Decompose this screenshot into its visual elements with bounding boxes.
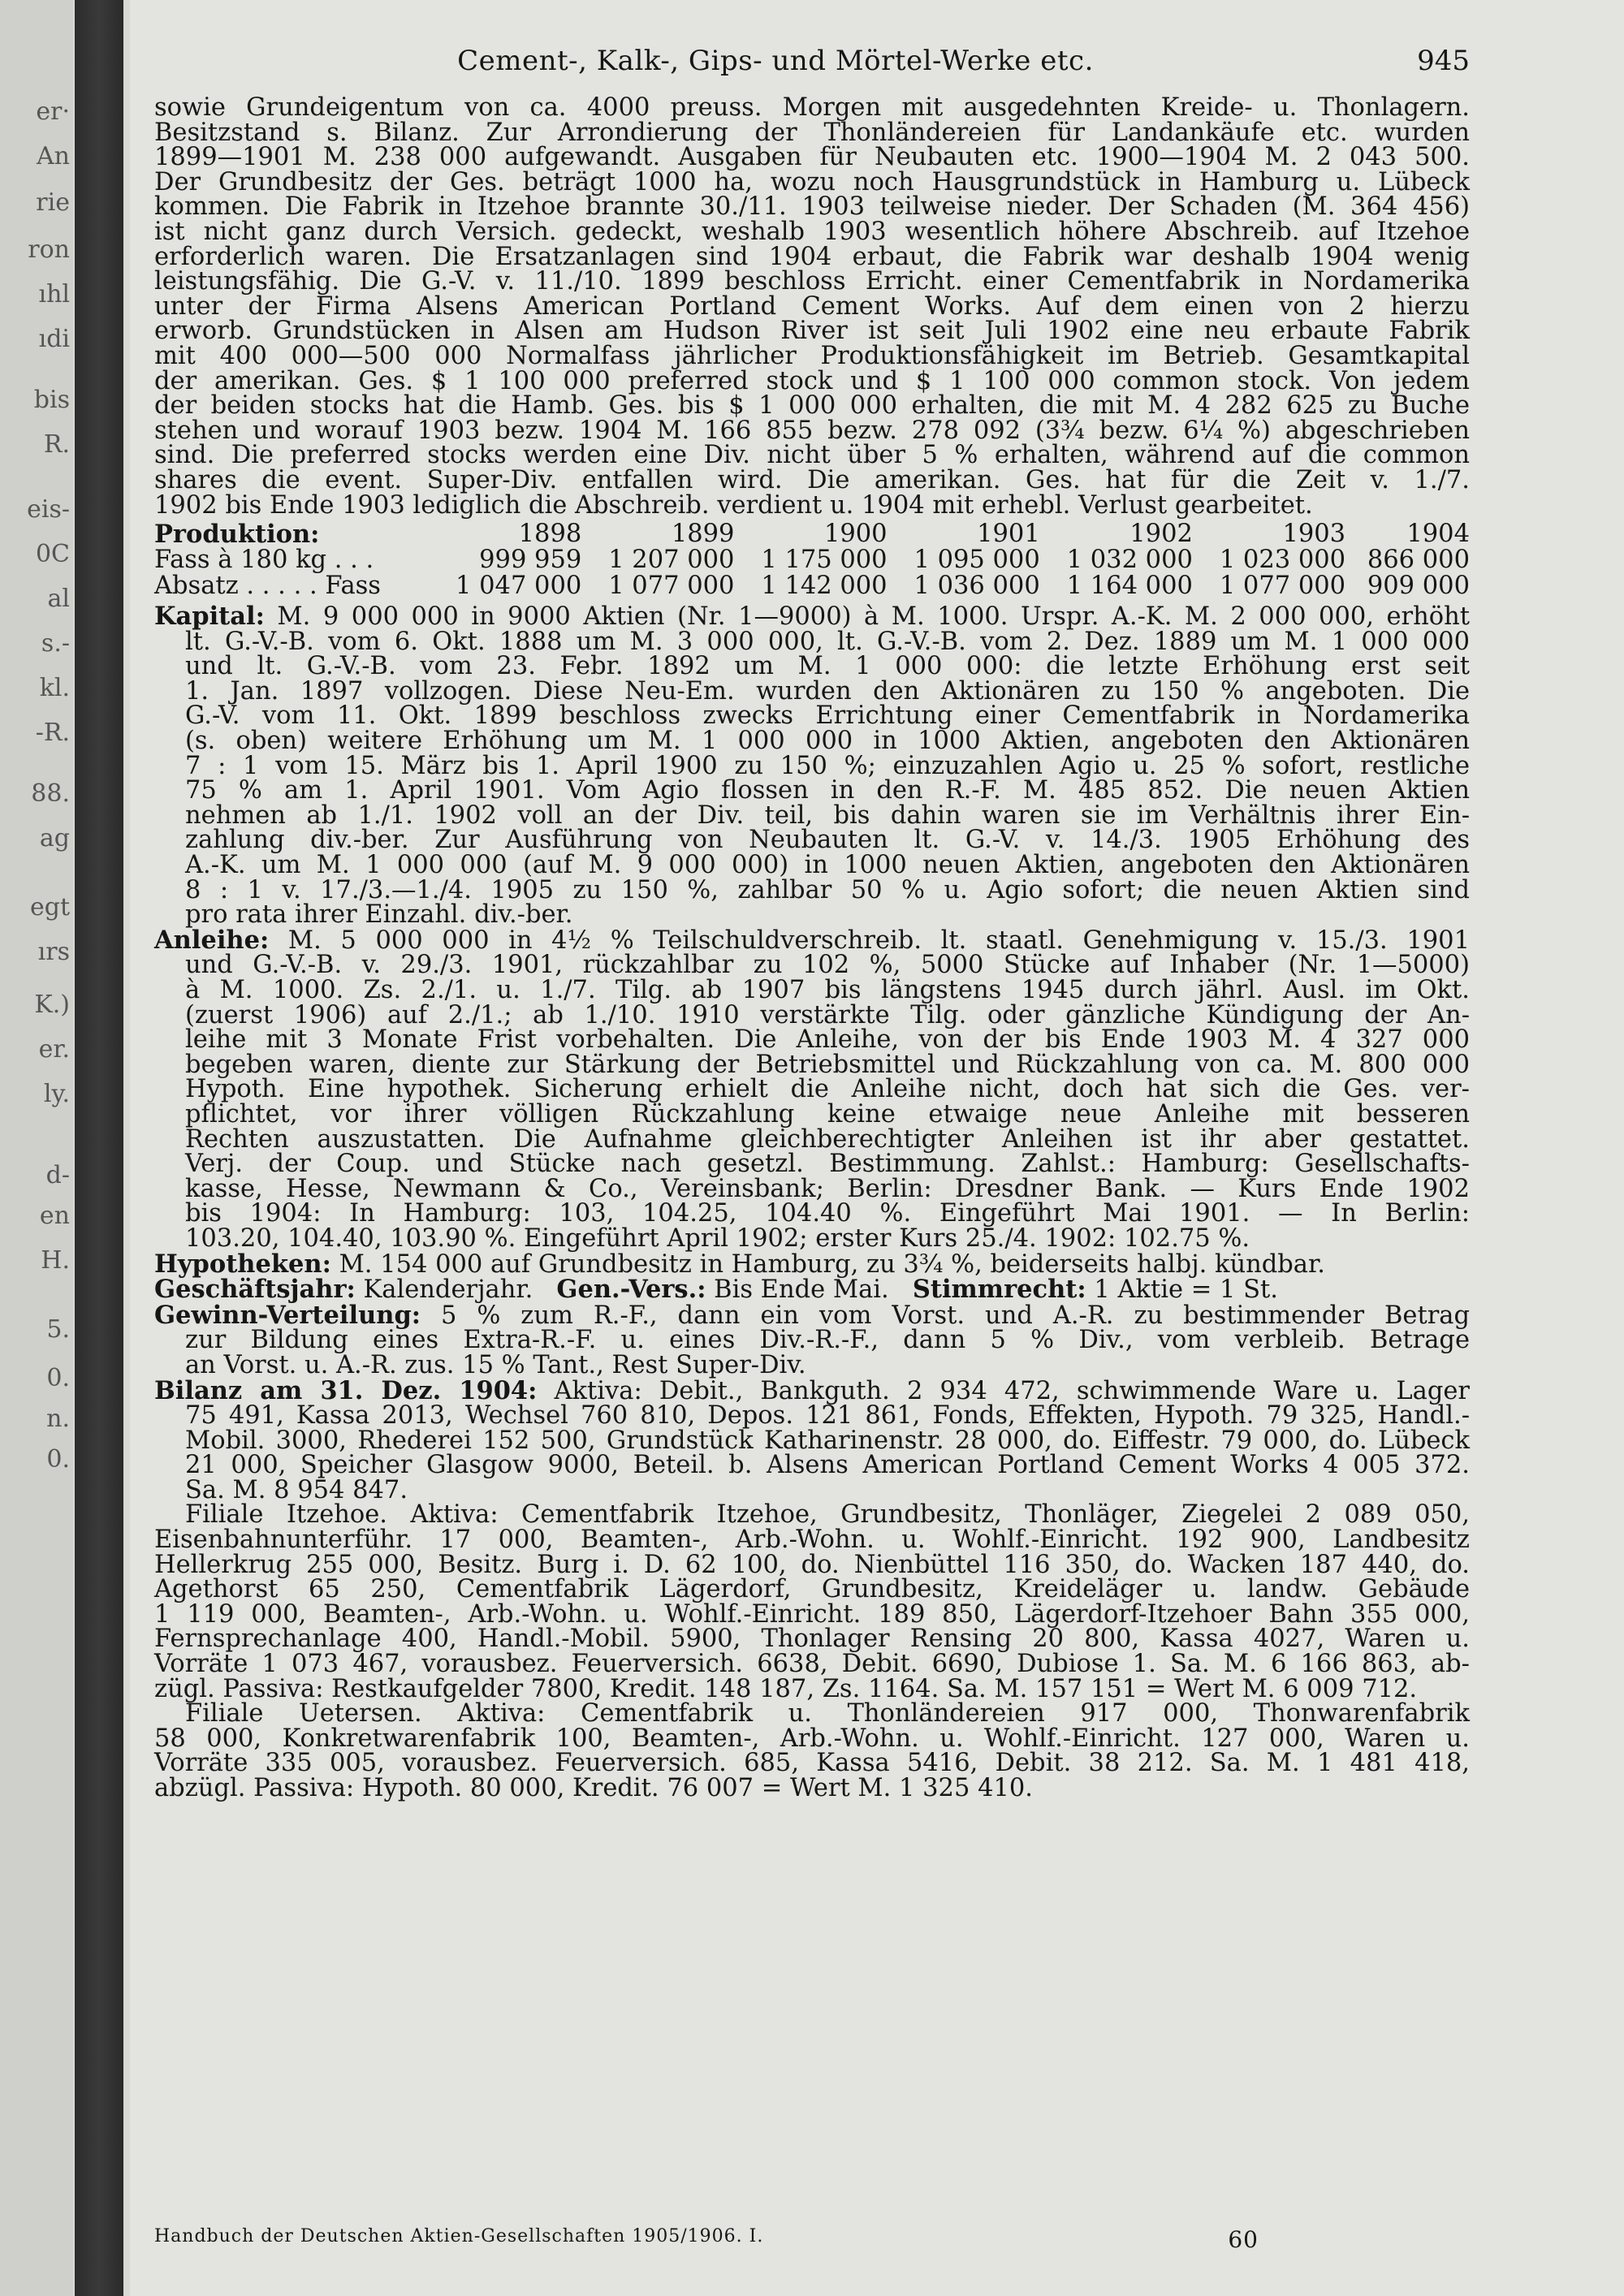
- filiale-itzehoe-line: Agethorst 65 250, Cementfabrik Lägerdorf, Grundbesitz, Kreideläger u. landw. Gebäude: [154, 1575, 1470, 1604]
- anleihe-line: pflichtet, vor ihrer völligen Rückzahlung keine etwaige neue Anleihe mit besseren: [185, 1099, 1470, 1129]
- genvers-text: Bis Ende Mai.: [714, 1275, 889, 1305]
- book-gutter: [75, 0, 123, 2296]
- production-value: 1 023 000: [1219, 546, 1346, 575]
- filiale-uetersen-line: Filiale Uetersen. Aktiva: Cementfabrik u. Thonländereien 917 000, Thonwarenfabrik: [185, 1699, 1470, 1728]
- kapital-line: pro rata ihrer Einzahl. div.-ber.: [185, 900, 573, 930]
- running-header: [154, 45, 1470, 96]
- kapital-line: [154, 604, 1470, 630]
- geschaeftsjahr-label: Geschäftsjahr:: [154, 1275, 356, 1305]
- margin-fragment: al: [47, 585, 70, 613]
- anleihe-line: à M. 1000. Zs. 2./1. u. 1./7. Tilg. ab 1907 bis längstens 1945 durch jährl. Ausl. im Okt.: [185, 976, 1470, 1004]
- filiale-itzehoe-line: Hellerkrug 255 000, Besitz. Burg i. D. 62 100, do. Nienbüttel 116 350, do. Wacken 187 440, do.: [154, 1550, 1470, 1579]
- kapital-label: Kapital:: [154, 602, 265, 632]
- anleihe-line: und G.-V.-B. v. 29./3. 1901, rückzahlbar zu 102 %, 5000 Stücke auf Inhaber (Nr. 1—5000): [185, 951, 1470, 980]
- margin-fragment: d-: [45, 1161, 70, 1189]
- margin-fragment: ly.: [43, 1080, 70, 1108]
- gewinn-label: Gewinn-Verteilung:: [154, 1300, 421, 1330]
- genvers-label: Gen.-Vers.:: [556, 1275, 706, 1305]
- text-line: stehen und worauf 1903 bezw. 1904 M. 166 855 bezw. 278 092 (3¾ bezw. 6¼ %) abgeschrieben: [154, 416, 1470, 445]
- production-row-label: Absatz . . . . . Fass: [154, 572, 381, 601]
- stimmrecht-label: Stimmrecht:: [912, 1275, 1086, 1305]
- anleihe-line: begeben waren, diente zur Stärkung der Betriebsmittel und Rückzahlung von ca. M. 800 000: [185, 1050, 1470, 1079]
- gewinn-section: [154, 1300, 1470, 1379]
- text-line: sowie Grundeigentum von ca. 4000 preuss. Morgen mit ausgedehnten Kreide- u. Thonlagern.: [154, 93, 1470, 122]
- production-year-row: [154, 521, 1470, 547]
- gewinn-line: zur Bildung eines Extra-R.-F. u. eines Div.-R.-F., dann 5 % Div., vom verbleib. Betrage: [185, 1326, 1470, 1355]
- margin-fragment: n.: [46, 1405, 70, 1433]
- running-title: Cement-, Kalk-, Gips- und Mörtel-Werke etc.: [457, 45, 1094, 77]
- kapital-line: lt. G.-V.-B. vom 6. Okt. 1888 um M. 3 000 000, lt. G.-V.-B. vom 2. Dez. 1889 um M. 1 000 000: [185, 627, 1470, 656]
- filiale-uetersen-line: Vorräte 335 005, vorausbez. Feuerversich. 685, Kassa 5416, Debit. 38 212. Sa. M. 1 481 418,: [154, 1749, 1470, 1778]
- gewinn-line: an Vorst. u. A.-R. zus. 15 % Tant., Rest Super-Div.: [185, 1350, 806, 1379]
- page-footer: [154, 2226, 1470, 2253]
- filiale-itzehoe-line: 1 119 000, Beamten-, Arb.-Wohn. u. Wohlf.-Einricht. 189 850, Lägerdorf-Itzehoer Bahn 355 000,: [154, 1599, 1470, 1629]
- kapital-line: 1. Jan. 1897 vollzogen. Diese Neu-Em. wurden den Aktionären zu 150 % angeboten. Die: [185, 676, 1470, 706]
- production-year: 1898: [518, 520, 582, 549]
- bilanz-line: [154, 1375, 1470, 1405]
- geschaeftsjahr-text: Kalenderjahr.: [363, 1275, 533, 1305]
- kapital-line: G.-V. vom 11. Okt. 1899 beschloss zwecks Errichtung einer Cementfabrik in Nordamerika: [185, 701, 1470, 731]
- kapital-line: 75 % am 1. April 1901. Vom Agio flossen in den R.-F. M. 485 852. Die neuen Aktien: [185, 776, 1470, 805]
- gewinn-line: [154, 1300, 1470, 1330]
- production-label: Produktion:: [154, 520, 320, 550]
- production-value: 909 000: [1367, 572, 1470, 601]
- kapital-line: nehmen ab 1./1. 1902 voll an der Div. teil, bis dahin waren sie im Verhältnis ihrer Ein-: [185, 801, 1470, 830]
- text-line: shares die event. Super-Div. entfallen wird. Die amerikan. Ges. hat für die Zeit v. 1./7.: [154, 465, 1470, 494]
- filiale-itzehoe-line: Eisenbahnunterführ. 17 000, Beamten-, Arb.-Wohn. u. Wohlf.-Einricht. 192 900, Landbesitz: [154, 1526, 1470, 1555]
- text-line: mit 400 000—500 000 Normalfass jährlicher Produktionsfähigkeit im Betrieb. Gesamtkapital: [154, 341, 1470, 370]
- intro-paragraph: [154, 93, 1470, 520]
- production-year: 1901: [977, 520, 1040, 549]
- text-line: leistungsfähig. Die G.-V. v. 11./10. 1899 beschloss Erricht. einer Cementfabrik in Nordamerika: [154, 267, 1470, 296]
- bilanz-text: Aktiva: Debit., Bankguth. 2 934 472, schwimmende Ware u. Lager: [554, 1376, 1470, 1405]
- text-line: der amerikan. Ges. $ 1 100 000 preferred stock und $ 1 100 000 common stock. Von jedem: [154, 366, 1470, 395]
- stimmrecht-text: 1 Aktie = 1 St.: [1094, 1275, 1278, 1305]
- anleihe-section: [154, 925, 1470, 1253]
- kapital-section: [154, 604, 1470, 928]
- page-content: [154, 45, 1470, 1802]
- filiale-uetersen-line: abzügl. Passiva: Hypoth. 80 000, Kredit. 76 007 = Wert M. 1 325 410.: [154, 1774, 1033, 1802]
- production-value: 1 175 000: [761, 546, 888, 575]
- margin-fragment: 0C: [35, 540, 70, 568]
- production-year: 1903: [1282, 520, 1346, 549]
- margin-fragment: er·: [36, 97, 70, 126]
- production-value: 1 047 000: [456, 572, 582, 601]
- filiale-itzehoe-line: Vorräte 1 073 467, vorausbez. Feuerversich. 6638, Debit. 6690, Dubiose 1. Sa. M. 6 166 863, ab-: [154, 1650, 1470, 1679]
- production-value: 866 000: [1367, 546, 1470, 575]
- hypotheken-section: [154, 1249, 1470, 1279]
- bilanz-line: 21 000, Speicher Glasgow 9000, Beteil. b. Alsens American Portland Cement Works 4 005 372.: [185, 1451, 1470, 1480]
- kapital-line: zahlung div.-ber. Zur Ausführung von Neubauten lt. G.-V. v. 14./3. 1905 Erhöhung des: [185, 826, 1470, 855]
- margin-fragment: K.): [34, 990, 70, 1019]
- geschaeftsjahr-section: [154, 1277, 1470, 1303]
- production-value: 1 032 000: [1066, 546, 1193, 575]
- bilanz-section: [154, 1375, 1470, 1504]
- margin-fragment: eis-: [27, 495, 70, 524]
- filiale-uetersen-line: 58 000, Konkretwarenfabrik 100, Beamten-, Arb.-Wohn. u. Wohlf.-Einricht. 127 000, Waren u.: [154, 1724, 1470, 1753]
- production-row: [154, 547, 1470, 573]
- text-line: 1899—1901 M. 238 000 aufgewandt. Ausgaben für Neubauten etc. 1900—1904 M. 2 043 500.: [154, 143, 1470, 172]
- gewinn-text: 5 % zum R.-F., dann ein vom Vorst. und A.-R. zu bestimmender Betrag: [440, 1301, 1470, 1330]
- margin-fragment: bis: [33, 386, 70, 414]
- kapital-text: M. 9 000 000 in 9000 Aktien (Nr. 1—9000) à M. 1000. Urspr. A.-K. M. 2 000 000, erhöht: [277, 602, 1470, 632]
- anleihe-text: M. 5 000 000 in 4½ % Teilschuldverschreib. lt. staatl. Genehmigung v. 15./3. 1901: [287, 926, 1470, 955]
- margin-fragment: ag: [39, 824, 70, 852]
- anleihe-line: kasse, Hesse, Newmann & Co., Vereinsbank; Berlin: Dresdner Bank. — Kurs Ende 1902: [185, 1174, 1470, 1203]
- production-table: [154, 521, 1470, 599]
- bilanz-line: Mobil. 3000, Rhederei 152 500, Grundstück Katharinenstr. 28 000, do. Eiffestr. 79 000, do. Lübeck: [185, 1426, 1470, 1455]
- kapital-line: 7 : 1 vom 15. März bis 1. April 1900 zu 150 %; einzuzahlen Agio u. 25 % sofort, restliche: [185, 751, 1470, 780]
- margin-fragment: -R.: [35, 719, 70, 747]
- hypotheken-label: Hypotheken:: [154, 1249, 331, 1279]
- anleihe-line: Verj. der Coup. und Stücke nach gesetzl. Bestimmung. Zahlst.: Hamburg: Gesellschafts-: [185, 1150, 1470, 1179]
- text-line: unter der Firma Alsens American Portland Cement Works. Auf dem einen von 2 hierzu: [154, 291, 1470, 321]
- page-number: 945: [1417, 45, 1470, 77]
- footer-publication: Handbuch der Deutschen Aktien-Gesellschaften 1905/1906. I.: [154, 2226, 764, 2246]
- footer-signature: 60: [1228, 2226, 1259, 2253]
- text-line: Der Grundbesitz der Ges. beträgt 1000 ha, wozu noch Hausgrundstück in Hamburg u. Lübeck: [154, 167, 1470, 196]
- margin-fragment: en: [39, 1202, 70, 1230]
- anleihe-line: leihe mit 3 Monate Frist vorbehalten. Die Anleihe, von der bis Ende 1903 M. 4 327 000: [185, 1025, 1470, 1055]
- text-line: erworb. Grundstücken in Alsen am Hudson River ist seit Juli 1902 eine neu erbaute Fabrik: [154, 317, 1470, 346]
- margin-fragment: s.-: [41, 629, 70, 658]
- production-value: 1 077 000: [1219, 572, 1346, 601]
- text-line: erforderlich waren. Die Ersatzanlagen sind 1904 erbaut, die Fabrik war deshalb 1904 wenig: [154, 242, 1470, 271]
- production-value: 1 164 000: [1066, 572, 1193, 601]
- text-line: sind. Die preferred stocks werden eine Div. nicht über 5 % erhalten, während auf die common: [154, 441, 1470, 470]
- filiale-itzehoe-line: zügl. Passiva: Restkaufgelder 7800, Kredit. 148 187, Zs. 1164. Sa. M. 157 151 = Wert M. 6 009 712.: [154, 1674, 1418, 1703]
- production-value: 1 077 000: [608, 572, 735, 601]
- margin-fragment: er.: [38, 1035, 70, 1064]
- bilanz-line: Sa. M. 8 954 847.: [185, 1475, 408, 1504]
- filiale-itzehoe-line: Fernsprechanlage 400, Handl.-Mobil. 5900, Thonlager Rensing 20 800, Kassa 4027, Waren u.: [154, 1625, 1470, 1654]
- anleihe-line: [154, 925, 1470, 955]
- text-line: ist nicht ganz durch Versich. gedeckt, weshalb 1903 wesentlich höhere Abschreib. auf Itzehoe: [154, 217, 1470, 246]
- text-line: kommen. Die Fabrik in Itzehoe brannte 30./11. 1903 teilweise nieder. Der Schaden (M. 364 456): [154, 192, 1470, 222]
- production-year: 1904: [1406, 520, 1470, 549]
- production-value: 1 036 000: [914, 572, 1040, 601]
- anleihe-line: Rechten auszustatten. Die Aufnahme gleichberechtigter Anleihen ist ihr aber gestattet.: [185, 1124, 1470, 1154]
- margin-fragment: 0.: [46, 1364, 70, 1392]
- kapital-line: 8 : 1 v. 17./3.—1./4. 1905 zu 150 %, zahlbar 50 % u. Agio sofort; die neuen Aktien sind: [185, 875, 1470, 904]
- production-value: 1 095 000: [914, 546, 1040, 575]
- production-year: 1900: [823, 520, 888, 549]
- document-page: [130, 0, 1624, 2296]
- production-value: 1 142 000: [761, 572, 888, 601]
- margin-fragment: 5.: [46, 1315, 70, 1344]
- margin-fragment: rie: [36, 188, 70, 217]
- margin-fragment: ıdi: [38, 325, 70, 353]
- filiale-itzehoe-line: Filiale Itzehoe. Aktiva: Cementfabrik Itzehoe, Grundbesitz, Thonläger, Ziegelei 2 089 050,: [185, 1500, 1470, 1530]
- anleihe-line: 103.20, 104.40, 103.90 %. Eingeführt April 1902; erster Kurs 25./4. 1902: 102.75 %.: [185, 1224, 1250, 1253]
- production-value: 999 959: [479, 546, 582, 575]
- margin-fragment: 0.: [46, 1445, 70, 1474]
- bilanz-line: 75 491, Kassa 2013, Wechsel 760 810, Depos. 121 861, Fonds, Effekten, Hypoth. 79 325, Handl.-: [185, 1401, 1470, 1431]
- anleihe-line: Hypoth. Eine hypothek. Sicherung erhielt die Anleihe nicht, doch hat sich die Ges. ver-: [185, 1075, 1470, 1104]
- margin-fragment: ıhl: [38, 280, 70, 309]
- margin-fragment: ırs: [37, 938, 70, 966]
- text-line: der beiden stocks hat die Hamb. Ges. bis $ 1 000 000 erhalten, die mit M. 4 282 625 zu Buche: [154, 391, 1470, 421]
- text-line: Besitzstand s. Bilanz. Zur Arrondierung der Thonländereien für Landankäufe etc. wurden: [154, 118, 1470, 147]
- anleihe-line: (zuerst 1906) auf 2./1.; ab 1./10. 1910 verstärkte Tilg. oder gänzliche Kündigung der An-: [185, 1000, 1470, 1029]
- text-line: 1902 bis Ende 1903 lediglich die Abschreib. verdient u. 1904 mit erhebl. Verlust gearbeitet.: [154, 490, 1313, 520]
- margin-fragment: kl.: [39, 674, 70, 702]
- production-row-label: Fass à 180 kg . . .: [154, 546, 374, 575]
- filiale-itzehoe-section: [154, 1500, 1470, 1703]
- margin-fragment: An: [37, 142, 70, 170]
- production-year: 1902: [1129, 520, 1193, 549]
- margin-fragment: ron: [28, 235, 70, 264]
- margin-fragment: 88.: [31, 779, 70, 808]
- production-row: [154, 573, 1470, 599]
- kapital-line: und lt. G.-V.-B. vom 23. Febr. 1892 um M. 1 000 000: die letzte Erhöhung erst seit: [185, 652, 1470, 681]
- anleihe-label: Anleihe:: [154, 925, 270, 955]
- margin-fragment: R.: [43, 430, 70, 459]
- kapital-line: A.-K. um M. 1 000 000 (auf M. 9 000 000) in 1000 neuen Aktien, angeboten den Aktionären: [185, 851, 1470, 880]
- bilanz-label: Bilanz am 31. Dez. 1904:: [154, 1375, 538, 1405]
- production-value: 1 207 000: [608, 546, 735, 575]
- production-year: 1899: [671, 520, 735, 549]
- filiale-uetersen-section: [154, 1699, 1470, 1802]
- kapital-line: (s. oben) weitere Erhöhung um M. 1 000 000 in 1000 Aktien, angeboten den Aktionären: [185, 727, 1470, 756]
- hypotheken-text: M. 154 000 auf Grundbesitz in Hamburg, zu 3¾ %, beiderseits halbj. kündbar.: [339, 1249, 1325, 1279]
- margin-fragment: egt: [29, 893, 70, 921]
- margin-fragment: H.: [41, 1246, 70, 1275]
- anleihe-line: bis 1904: In Hamburg: 103, 104.25, 104.40 %. Eingeführt Mai 1901. — In Berlin:: [185, 1199, 1470, 1228]
- adjacent-page-strip: [0, 0, 73, 2296]
